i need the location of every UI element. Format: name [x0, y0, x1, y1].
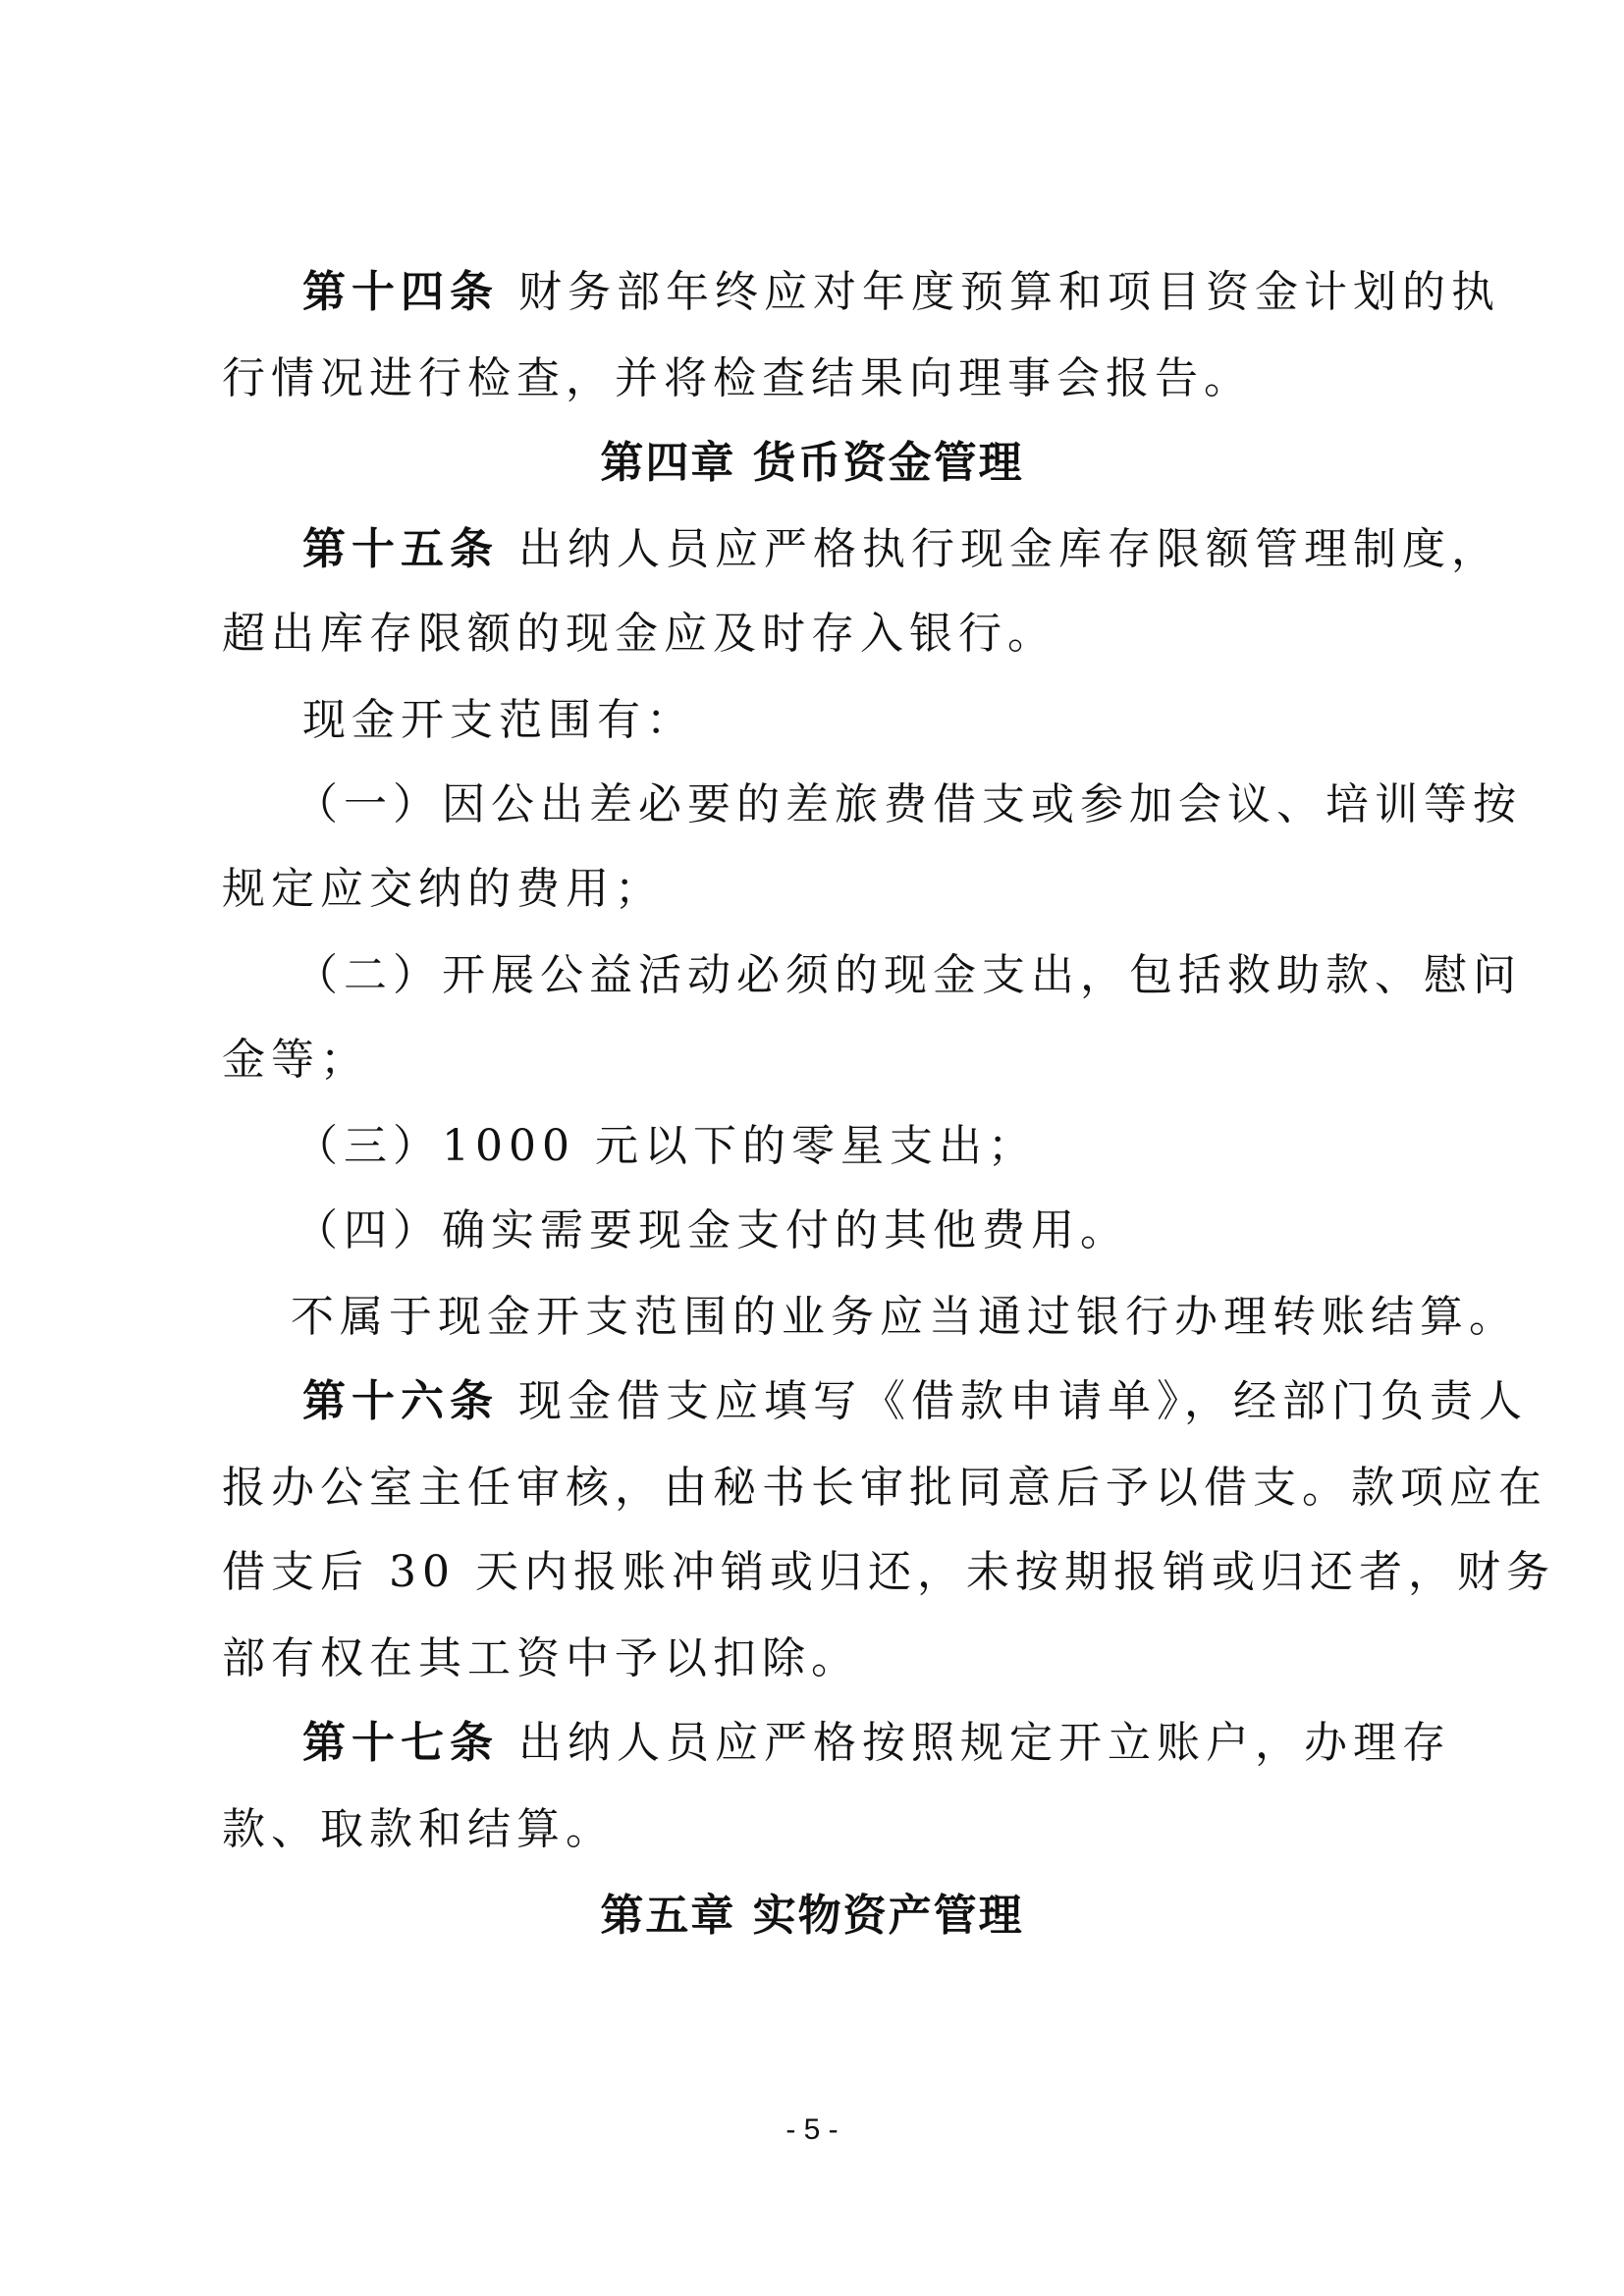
article-17-line-2: 款、取款和结算。 — [222, 1804, 615, 1854]
article-16-title: 第十六条 — [302, 1376, 499, 1426]
cash-scope-closing: 不属于现金开支范围的业务应当通过银行办理转账结算。 — [291, 1292, 1518, 1342]
cash-scope-item-3: （三）1000 元以下的零星支出； — [295, 1121, 1037, 1171]
article-16-line-4: 部有权在其工资中予以扣除。 — [222, 1633, 860, 1683]
article-15-text-1: 出纳人员应严格执行现金库存限额管理制度， — [518, 524, 1500, 574]
article-16-line-2: 报办公室主任审核，由秘书长审批同意后予以借支。款项应在 — [222, 1463, 1547, 1513]
article-17-text-1: 出纳人员应严格按照规定开立账户，办理存 — [518, 1718, 1451, 1768]
article-16-line-3: 借支后 30 天内报账冲销或归还，未按期报销或归还者，财务 — [222, 1547, 1555, 1597]
article-15-line-1 — [302, 522, 1500, 577]
page-number: - 5 - — [785, 2113, 839, 2146]
article-15-line-2: 超出库存限额的现金应及时存入银行。 — [222, 609, 1056, 659]
article-16-line-1 — [302, 1374, 1528, 1429]
cash-scope-intro: 现金开支范围有： — [302, 695, 695, 745]
chapter-4-heading: 第四章 货币资金管理 — [600, 438, 1024, 488]
cash-scope-item-1-line-1: （一）因公出差必要的差旅费借支或参加会议、培训等按 — [295, 779, 1522, 829]
article-14-line-2: 行情况进行检查，并将检查结果向理事会报告。 — [222, 353, 1253, 403]
chapter-5-heading: 第五章 实物资产管理 — [600, 1891, 1024, 1941]
cash-scope-item-2-line-2: 金等； — [222, 1035, 369, 1085]
article-14-text-1: 财务部年终应对年度预算和项目资金计划的执 — [518, 267, 1500, 317]
cash-scope-item-1-line-2: 规定应交纳的费用； — [222, 864, 664, 914]
article-14-line-1 — [302, 265, 1500, 320]
article-14-title: 第十四条 — [302, 267, 499, 317]
cash-scope-item-2-line-1: （二）开展公益活动必须的现金支出，包括救助款、慰问 — [295, 950, 1522, 1000]
article-17-line-1 — [302, 1716, 1490, 1771]
cash-scope-item-4: （四）确实需要现金支付的其他费用。 — [295, 1205, 1129, 1255]
article-16-text-1: 现金借支应填写《借款申请单》，经部门负责人 — [518, 1376, 1528, 1426]
article-17-title: 第十七条 — [302, 1718, 499, 1768]
article-15-title: 第十五条 — [302, 524, 499, 574]
